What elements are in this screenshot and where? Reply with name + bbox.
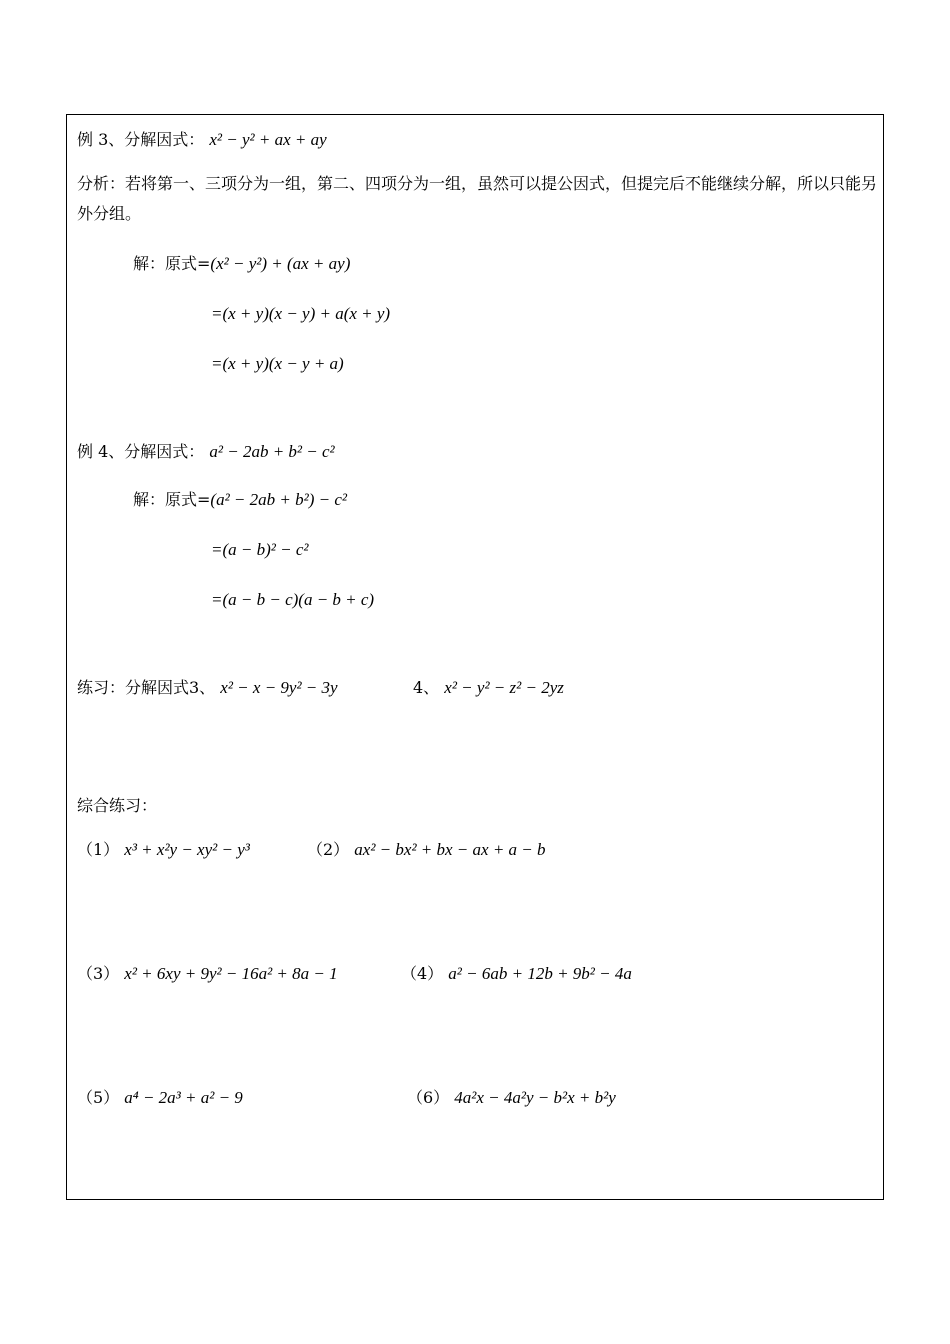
example-4-solution-label: 解：原式=: [133, 490, 211, 509]
item-expression: a² − 6ab + 12b + 9b² − 4a: [448, 964, 632, 983]
example-4-heading: [77, 441, 335, 463]
practice-expression-4: x² − y² − z² − 2yz: [444, 678, 564, 697]
comprehensive-item-3: [77, 963, 338, 985]
example-3-expression: x² − y² + ax + ay: [209, 130, 327, 149]
example-3-solution-step-3: =(x + y)(x − y + a): [211, 354, 344, 373]
example-4-solution-step-3: =(a − b − c)(a − b + c): [211, 590, 375, 609]
example-4-solution-step-2: =(a − b)² − c²: [211, 540, 309, 559]
item-expression: x³ + x²y − xy² − y³: [124, 840, 250, 859]
practice-expression-3: x² − x − 9y² − 3y: [220, 678, 338, 697]
example-3-solution-label: 解：原式=: [133, 254, 211, 273]
item-expression: 4a²x − 4a²y − b²x + b²y: [454, 1088, 616, 1107]
example-4-solution-step-1: [133, 489, 347, 511]
item-number: （5）: [77, 1088, 120, 1107]
example-3-analysis: 分析：若将第一、三项分为一组，第二、四项分为一组，虽然可以提公因式，但提完后不能继续分解，所以只能另外分组。: [77, 174, 878, 223]
comprehensive-item-4: [401, 963, 632, 985]
item-number: （2）: [307, 840, 350, 859]
item-expression: a⁴ − 2a³ + a² − 9: [124, 1088, 243, 1107]
item-expression: ax² − bx² + bx − ax + a − b: [354, 840, 546, 859]
comprehensive-item-2: [307, 839, 546, 861]
practice-label: 练习：分解因式3、: [77, 678, 216, 697]
example-4-title: 例 4、分解因式：: [77, 442, 205, 461]
example-3-heading: [77, 129, 327, 151]
item-number: （3）: [77, 964, 120, 983]
example-4-step-1-expression: (a² − 2ab + b²) − c²: [210, 490, 347, 509]
item-number: （4）: [401, 964, 444, 983]
example-3-title: 例 3、分解因式：: [77, 130, 205, 149]
practice-line: [77, 677, 338, 699]
comprehensive-title: 综合练习：: [77, 796, 158, 815]
example-3-solution-step-2: =(x + y)(x − y) + a(x + y): [211, 304, 391, 323]
content-frame: [66, 114, 884, 1200]
practice-item-4: [413, 677, 564, 699]
comprehensive-item-1: [77, 839, 250, 861]
comprehensive-item-6: [407, 1087, 616, 1109]
comprehensive-item-5: [77, 1087, 243, 1109]
example-3-solution-step-1: [133, 253, 350, 275]
item-number: （1）: [77, 840, 120, 859]
example-4-expression: a² − 2ab + b² − c²: [209, 442, 335, 461]
item-expression: x² + 6xy + 9y² − 16a² + 8a − 1: [124, 964, 338, 983]
practice-label-4: 4、: [413, 678, 440, 697]
item-number: （6）: [407, 1088, 450, 1107]
example-3-step-1-expression: (x² − y²) + (ax + ay): [210, 254, 351, 273]
